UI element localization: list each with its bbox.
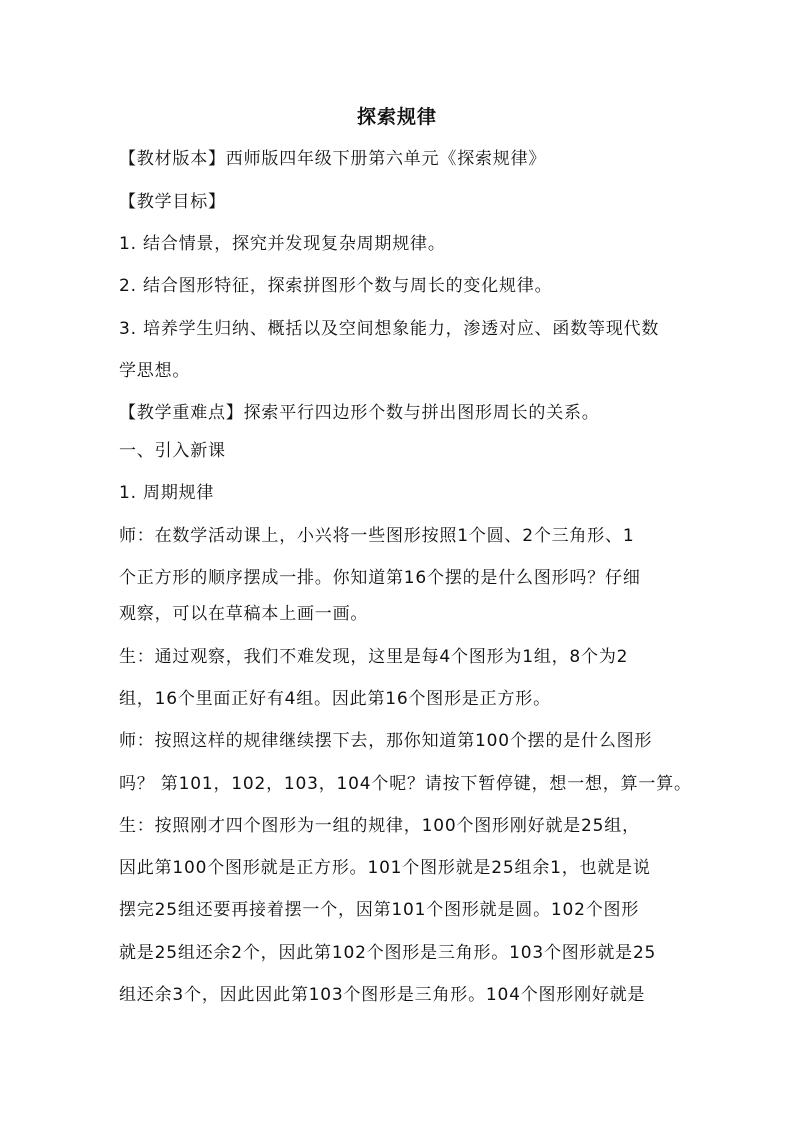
textbook-version-line: 【教材版本】西师版四年级下册第六单元《探索规律》 bbox=[119, 149, 547, 169]
paragraph-line: 师：按照这样的规律继续摆下去，那你知道第100个摆的是什么图形 bbox=[119, 731, 653, 751]
section-heading-intro: 一、引入新课 bbox=[119, 441, 226, 461]
paragraph-line: 摆完25组还要再接着摆一个，因第101个图形就是圆。102个图形 bbox=[119, 900, 640, 920]
paragraph-line: 个正方形的顺序摆成一排。你知道第16个摆的是什么图形吗？仔细 bbox=[119, 568, 641, 588]
subsection-heading-periodic: 1. 周期规律 bbox=[119, 483, 215, 503]
paragraph-line: 就是25组还余2个，因此第102个图形是三角形。103个图形就是25 bbox=[119, 943, 657, 963]
paragraph-line: 因此第100个图形就是正方形。101个图形就是25组余1，也就是说 bbox=[119, 858, 651, 878]
goal-3-line-2: 学思想。 bbox=[119, 361, 191, 381]
goal-2: 2. 结合图形特征，探索拼图形个数与周长的变化规律。 bbox=[119, 276, 553, 296]
paragraph-line: 师：在数学活动课上，小兴将一些图形按照1个圆、2个三角形、1 bbox=[119, 526, 635, 546]
paragraph-line: 组，16个里面正好有4组。因此第16个图形是正方形。 bbox=[119, 689, 551, 709]
paragraph-line: 观察，可以在草稿本上画一画。 bbox=[119, 604, 369, 624]
paragraph-line: 吗？ 第101，102，103，104个呢？请按下暂停键，想一想，算一算。 bbox=[119, 774, 692, 794]
teaching-goals-heading: 【教学目标】 bbox=[119, 192, 226, 212]
paragraph-line: 生：按照刚才四个图形为一组的规律，100个图形刚好就是25组， bbox=[119, 816, 640, 836]
document-title: 探索规律 bbox=[356, 106, 437, 128]
paragraph-line: 生：通过观察，我们不难发现，这里是每4个图形为1组，8个为2 bbox=[119, 647, 629, 667]
goal-3-line-1: 3. 培养学生归纳、概括以及空间想象能力，渗透对应、函数等现代数 bbox=[119, 319, 660, 339]
key-difficulty-line: 【教学重难点】探索平行四边形个数与拼出图形周长的关系。 bbox=[119, 403, 600, 423]
paragraph-line: 组还余3个，因此因此第103个图形是三角形。104个图形刚好就是 bbox=[119, 985, 646, 1005]
goal-1: 1. 结合情景，探究并发现复杂周期规律。 bbox=[119, 234, 446, 254]
